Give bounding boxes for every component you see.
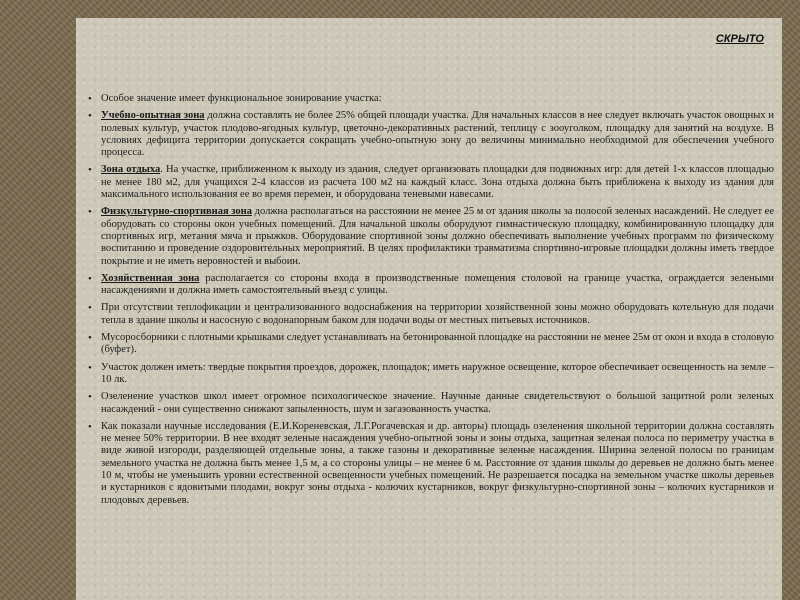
item-text: Особое значение имеет функциональное зонирование участка:: [101, 93, 382, 104]
slide-paper: [76, 18, 782, 600]
list-item: [88, 110, 774, 159]
list-item: [88, 302, 774, 327]
item-text: должна располагаться на расстоянии не менее 25 м от здания школы за полосой зеленых насаждений. Не следует ее оборудовать со стороны окон учебных помещений. Для начальной школы оборудуют гимнастическую площадку, комбинированную площадку для спортивных игр, метания мяча и прыжков. Оборудование спортивной зоны должно обеспечивать выполнение учебных программ по физическому воспитанию и проведение оздоровительных мероприятий. В целях профилактики травматизма спортивно-игровые площадки должны иметь твердое покрытие и не иметь неровностей и выбоин.: [101, 206, 774, 267]
item-text: Мусоросборники с плотными крышками следует устанавливать на бетонированной площадке на расстоянии не менее 25м от окон и входа в столовую (буфет).: [101, 332, 774, 356]
list-item: [88, 273, 774, 298]
item-lead: Хозяйственная зона: [101, 272, 200, 284]
item-text: должна составлять не более 25% общей площади участка. Для начальных классов в нее следует включать участок овощных и полевых культур, участок плодово-ягодных культур, цветочно-декоративных растений, теплицу с зооуголком, площадку для занятий на воздухе. В условиях дефицита территории допускается сокращать учебно-опытную зону до величины минимально необходимой для обеспечения учебного процесса.: [101, 110, 774, 159]
content-list: [88, 93, 774, 512]
hidden-slide-label: СКРЫТО: [715, 33, 764, 45]
item-lead: Зона отдыха: [101, 164, 161, 176]
list-item: [88, 93, 774, 105]
list-item: [88, 164, 774, 201]
item-text: . На участке, приближенном к выходу из здания, следует организовать площадки для подвижных игр: для детей 1-х классов площадью не менее 180 м2, для учащихся 2-4 классов из расчета 100 м2 на каждый класс. Зона отдыха должна быть приближена к выходу из здания для максимального использования ее во время перемен, и оборудована теневыми навесами.: [101, 164, 774, 201]
item-text: Озеленение участков школ имеет огромное психологическое значение. Научные данные свидетельствуют о большой защитной роли зеленых насаждений - они существенно снижают запыленность, шум и загазованность участка.: [101, 391, 774, 415]
list-item: [88, 206, 774, 267]
item-lead: Учебно-опытная зона: [101, 110, 205, 122]
item-text: Участок должен иметь: твердые покрытия проездов, дорожек, площадок; иметь наружное освещение, которое обеспечивает освещенность на земле – 10 лк.: [101, 361, 774, 385]
list-item: [88, 362, 774, 387]
list-item: [88, 391, 774, 416]
list-item: [88, 421, 774, 507]
list-item: [88, 332, 774, 357]
item-text: Как показали научные исследования (Е.И.Кореневская, Л.Г.Рогачевская и др. авторы) площадь озеленения школьной территории должна составлять не менее 50% территории. В нее входят зеленые насаждения учебно-опытной зоны и зоны отдыха, защитная зеленая полоса по периметру участка в виде живой изгороди, разделяющей отдельные зоны, а также газоны и декоративные зеленые насаждения. Ширина зеленой полосы по границам земельного участка не должна быть менее 1,5 м, а со стороны улицы – не менее 6 м. Расстояние от здания школы до деревьев не должно быть менее 10 м, чтобы не уменьшить уровни естественной освещенности учебных помещений. Не разрешается посадка на земельном участке школы деревьев и кустарников с ядовитыми плодами, вокруг зоны отдыха - колючих кустарников, вокруг физкультурно-спортивной зоны – колючих кустарников и плодовых деревьев.: [101, 420, 774, 506]
item-text: При отсутствии теплофикации и централизованного водоснабжения на территории хозяйственной зоны можно оборудовать котельную для подачи тепла в здание школы и насосную с водонапорным баком для подачи воды от местных питьевых источников.: [101, 302, 774, 326]
item-lead: Физкультурно-спортивная зона: [101, 206, 252, 218]
item-text: располагается со стороны входа в производственные помещения столовой на границе участка, ограждается зелеными насаждениями и должна иметь самостоятельный въезд с улицы.: [101, 272, 774, 297]
